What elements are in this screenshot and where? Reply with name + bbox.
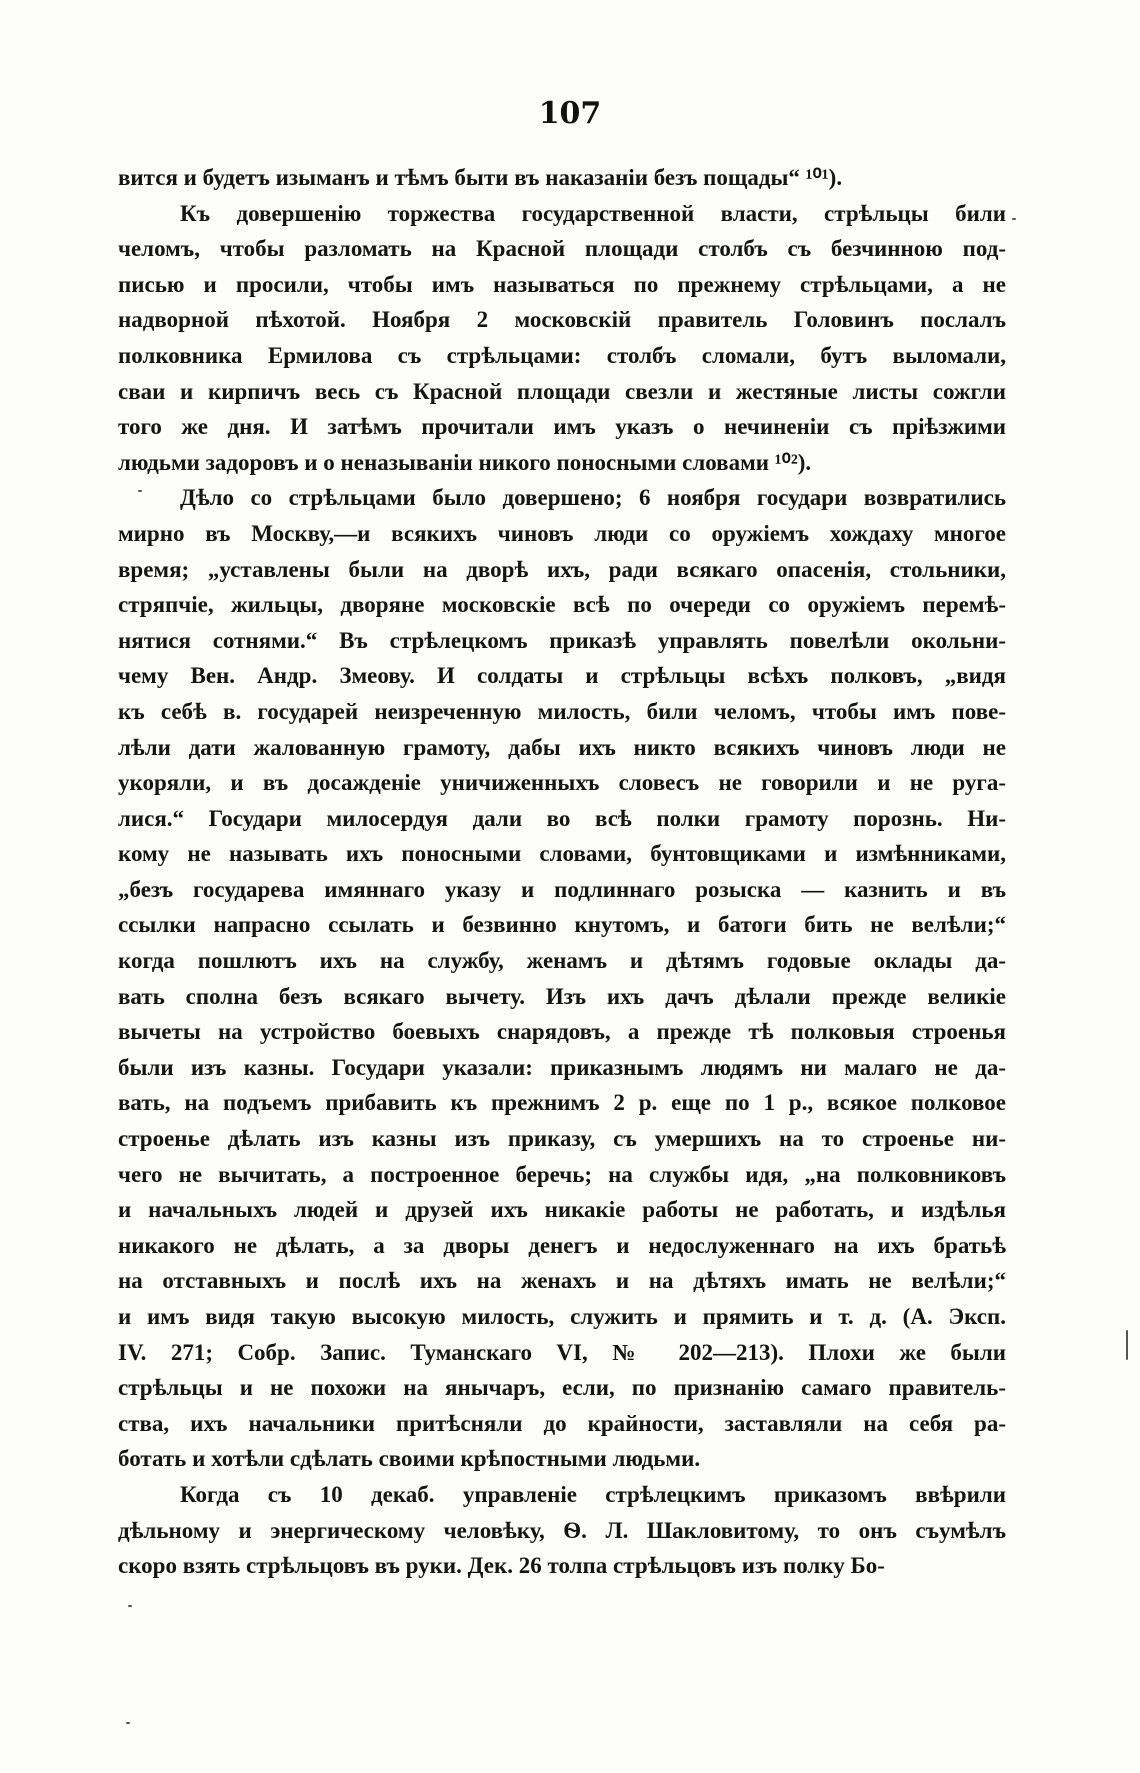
text-line: были изъ казны. Государи указали: приказнымъ людямъ ни малаго не да- [118,1054,1006,1080]
text-line: писью и просили, чтобы имъ называться по прежнему стрѣльцами, а не [118,271,1006,297]
text-line: къ себѣ в. государей неизреченную милость, били челомъ, чтобы имъ пове- [118,698,1006,724]
text-line: ссылки напрасно ссылать и безвинно кнутомъ, и батоги бить не велѣли;“ [118,912,1006,938]
paragraph [118,196,1006,481]
text-line: людьми задоровъ и о неназываніи никого поносными словами ¹⁰²). [118,449,812,475]
text-line: полковника Ермилова съ стрѣльцами: столбъ сломали, бутъ выломали, [118,342,1006,368]
text-line: сваи и кирпичъ весь съ Красной площади свезли и жестяные листы сожгли [118,378,1006,404]
print-speck [1126,1330,1128,1360]
text-line: кому не называть ихъ поносными словами, бунтовщиками и измѣнниками, [118,841,1006,867]
text-line: строенье дѣлать изъ казны изъ приказу, съ умершихъ на то строенье ни- [118,1126,1006,1152]
text-line: и начальныхъ людей и друзей ихъ никакіе работы не работать, и издѣлья [118,1197,1006,1223]
text-line: стряпчіе, жильцы, дворяне московскіе всѣ по очереди со оружіемъ перемѣ- [118,592,1006,618]
paragraph [118,480,1006,1477]
text-line: челомъ, чтобы разломать на Красной площади столбъ съ безчинною под- [118,236,1006,262]
text-line: дѣльному и энергическому человѣку, Ѳ. Л. Шакловитому, то онъ съумѣлъ [118,1517,1006,1543]
text-line: того же дня. И затѣмъ прочитали имъ указъ о нечиненіи съ пріѣзжими [118,414,1006,440]
text-line: время; „уставлены были на дворѣ ихъ, ради всякаго опасенія, стольники, [118,556,1006,582]
text-line: лѣли дати жалованную грамоту, дабы ихъ никто всякихъ чиновъ люди не [118,734,1006,760]
text-line: скоро взять стрѣльцовъ въ руки. Дек. 26 толпа стрѣльцовъ изъ полку Бо- [118,1553,885,1579]
body-text [118,160,1006,1584]
text-line: Когда съ 10 декаб. управленіе стрѣлецкимъ приказомъ ввѣрили [180,1481,1006,1507]
text-line: на отставныхъ и послѣ ихъ на женахъ и на дѣтяхъ имать не велѣли;“ [118,1268,1006,1294]
print-speck [128,1605,132,1607]
paragraph [118,160,1006,196]
print-speck [1012,218,1016,220]
page-number: 107 [538,96,602,131]
text-line: нятися сотнями.“ Въ стрѣлецкомъ приказѣ управлять повелѣли окольни- [118,627,1006,653]
text-line: вычеты на устройство боевыхъ снарядовъ, а прежде тѣ полковыя строенья [118,1019,1006,1045]
text-line: мирно въ Москву,—и всякихъ чиновъ люди со оружіемъ хождаху многое [118,520,1006,546]
paragraph [118,1477,1006,1584]
text-line: чего не вычитать, а построенное беречь; на службы идя, „на полковниковъ [118,1161,1006,1187]
text-line: вать, на подъемъ прибавить къ прежнимъ 2 р. еще по 1 р., всякое полковое [118,1090,1006,1116]
text-line: Къ довершенію торжества государственной власти, стрѣльцы били [180,200,1006,226]
text-line: вать сполна безъ всякаго вычету. Изъ ихъ дачъ дѣлали прежде великіе [118,983,1006,1009]
text-line: стрѣльцы и не похожи на янычаръ, если, по признанію самаго правитель- [118,1375,1006,1401]
text-line: „безъ государева имяннаго указу и подлиннаго розыска — казнить и въ [118,876,1006,902]
text-line: Дѣло со стрѣльцами было довершено; 6 ноября государи возвратились [180,485,1006,511]
print-speck [138,490,142,492]
text-line: лися.“ Государи милосердуя дали во всѣ полки грамоту порознь. Ни- [118,805,1006,831]
text-line: IV. 271; Собр. Запис. Туманскаго VI, № 202—213). Плохи же были [118,1339,1006,1365]
text-line: ства, ихъ начальники притѣсняли до крайности, заставляли на себя ра- [118,1410,1006,1436]
print-speck [126,1722,130,1724]
text-line: никакого не дѣлать, а за дворы денегъ и недослуженнаго на ихъ братьѣ [118,1232,1006,1258]
text-line: когда пошлютъ ихъ на службу, женамъ и дѣтямъ годовые оклады да- [118,948,1006,974]
text-line: чему Вен. Андр. Змеову. И солдаты и стрѣльцы всѣхъ полковъ, „видя [118,663,1006,689]
text-line: укоряли, и въ досажденіе уничиженныхъ словесъ не говорили и не ругa- [118,770,1006,796]
text-line: надворной пѣхотой. Ноября 2 московскій правитель Головинъ послалъ [118,307,1006,333]
text-line: вится и будетъ изыманъ и тѣмъ быти въ наказаніи безъ пощады“ ¹⁰¹). [118,165,843,190]
text-line: ботать и хотѣли сдѣлать своими крѣпостными людьми. [118,1446,701,1472]
text-line: и имъ видя такую высокую милость, служить и прямить и т. д. (А. Эксп. [118,1304,1006,1329]
